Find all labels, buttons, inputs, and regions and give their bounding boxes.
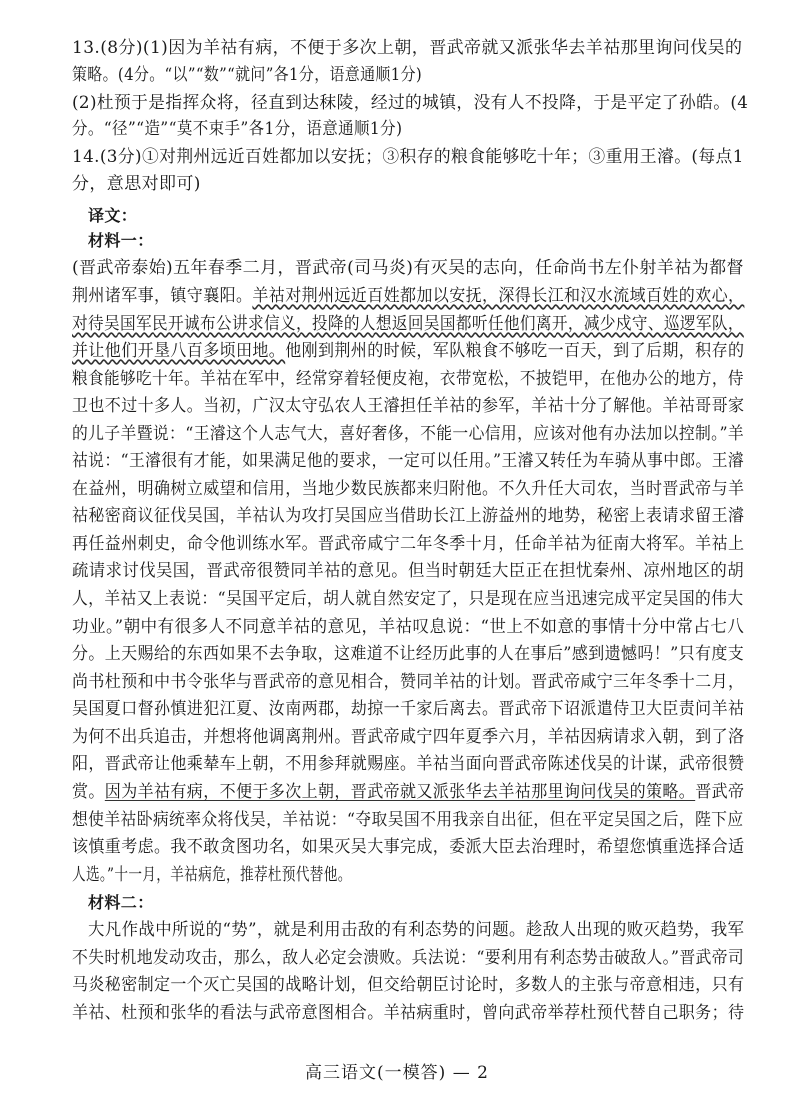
text-line bbox=[72, 256, 744, 280]
text-line bbox=[72, 780, 744, 804]
text-span: 为何不出兵追击，并想将他调离荆州。晋武帝咸宁四年夏季六月，羊祜因病请求入朝，到了洛 bbox=[72, 727, 745, 747]
page-footer: 高三语文(一模答) — 2 bbox=[305, 1063, 489, 1083]
text-span: 人选。”十一月，羊祜病危，推荐杜预代替他。 bbox=[72, 865, 352, 885]
text-span: 的儿子羊暨说：“王濬这个人志气大，喜好奢侈，不能一心信用，应该对他有办法加以控制。”羊 bbox=[72, 424, 745, 444]
text-span: 他刚到荆州的时候，军队粮食不够吃一百天，到了后期，积存的 bbox=[285, 341, 745, 361]
text-span: 大凡作战中所说的“势”，就是利用击敌的有利态势的问题。趁敌人出现的败灭趋势，我军 bbox=[88, 920, 745, 940]
text-span: 晋武帝 bbox=[695, 782, 745, 802]
text-span: 再任益州刺史，命令他训练水军。晋武帝咸宁二年冬季十月，任命羊祜为征南大将军。羊祜上 bbox=[72, 534, 745, 554]
text-line bbox=[72, 697, 744, 721]
text-line bbox=[72, 504, 744, 528]
text-span: 分，意思对即可) bbox=[72, 174, 201, 194]
text-span: (晋武帝泰始)五年春季二月，晋武帝(司马炎)有灭吴的志向，任命尚书左仆射羊祜为都督 bbox=[72, 258, 744, 278]
text-line bbox=[72, 1001, 744, 1025]
underlined-text: 因为羊祜有病，不便于多次上朝，晋武帝就又派张华去羊祜那里询问伐吴的策略。 bbox=[104, 782, 696, 802]
section-heading bbox=[88, 229, 154, 253]
text-span: 卫也不过十多人。当初，广汉太守弘农人王濬担任羊祜的参军，羊祜十分了解他。羊祜哥哥家 bbox=[72, 396, 745, 416]
text-line bbox=[72, 172, 201, 196]
text-span: 想使羊祜卧病统率众将伐吴，羊祜说：“夺取吴国不用我亲自出征，但在平定吴国之后，陛下应 bbox=[72, 810, 744, 830]
text-span: 祜秘密商议征伐吴国，羊祜认为攻打吴国应当借助长江上游益州的地势，秘密上表请求留王濬 bbox=[72, 506, 745, 526]
text-span: 尚书杜预和中书令张华与晋武帝的意见相合，赞同羊祜的计划。晋武帝咸宁三年冬季十二月， bbox=[72, 672, 745, 692]
wavy-underlined-text: 羊祜对荆州远近百姓都加以安抚，深得长江和汉水流域百姓的欢心， bbox=[252, 286, 745, 306]
text-line bbox=[72, 725, 744, 749]
text-span: 人，羊祜又上表说：“吴国平定后，胡人就自然安定了，只是现在应当迅速完成平定吴国的伟大 bbox=[72, 589, 744, 609]
text-line bbox=[72, 422, 744, 446]
text-line bbox=[72, 808, 744, 832]
text-line bbox=[72, 91, 748, 115]
text-span: 赏。 bbox=[72, 782, 105, 802]
text-line bbox=[72, 284, 744, 308]
text-line bbox=[72, 559, 744, 583]
text-line bbox=[72, 863, 352, 887]
text-span: 祜说：“王濬很有才能，如果满足他的要求，一定可以任用。”王濬又转任为车骑从事中郎。王濬 bbox=[72, 451, 745, 471]
text-line bbox=[72, 312, 744, 336]
text-line bbox=[88, 918, 744, 942]
text-line bbox=[72, 477, 744, 501]
text-span: 不失时机地发动攻击，那么，敌人必定会溃败。兵法说：“要利用有利态势击破敌人。”晋武帝司 bbox=[72, 948, 745, 968]
text-span: 策略。(4分。“以”“数”“就问”各1分，语意通顺1分) bbox=[72, 65, 423, 85]
text-line bbox=[72, 117, 402, 141]
text-span: 粮食能够吃十年。羊祜在军中，经常穿着轻便皮袍，衣带宽松，不披铠甲，在他办公的地方，侍 bbox=[72, 369, 744, 389]
text-span: 马炎秘密制定一个灭亡吴国的战略计划，但交给朝臣讨论时，多数人的主张与帝意相违，只有 bbox=[72, 975, 745, 995]
text-line bbox=[72, 63, 422, 87]
text-span: 功业。”朝中有很多人不同意羊祜的意见，羊祜叹息说：“世上不如意的事情十分中常占七八 bbox=[72, 617, 745, 637]
text-span: 羊祜、杜预和张华的看法与武帝意图相合。羊祜病重时，曾向武帝举荐杜预代替自己职务；待 bbox=[72, 1003, 745, 1023]
text-span: 荆州诸军事，镇守襄阳。 bbox=[72, 286, 253, 306]
text-line bbox=[72, 973, 744, 997]
text-span: 译文： bbox=[88, 206, 138, 225]
section-heading bbox=[88, 891, 154, 915]
text-span: 该慎重考虑。我不敢贪图功名，如果灭吴大事完成，委派大臣去治理时，希望您慎重选择合适 bbox=[72, 837, 745, 857]
text-line bbox=[72, 587, 744, 611]
text-span: 分。上天赐给的东西如果不去争取，这难道不让经历此事的人在事后”感到遗憾吗！”只有度支 bbox=[72, 644, 745, 664]
text-line bbox=[72, 36, 742, 60]
text-line bbox=[72, 367, 744, 391]
text-line bbox=[72, 752, 744, 776]
text-span: 14.(3分)①对荆州远近百姓都加以安抚；③积存的粮食能够吃十年；③重用王濬。(每点1 bbox=[72, 147, 744, 167]
text-line bbox=[72, 339, 744, 363]
text-span: 分。“径”“造”“莫不束手”各1分，语意通顺1分) bbox=[72, 119, 403, 139]
text-span: 吴国夏口督孙慎进犯江夏、汝南两郡，劫掠一千家后离去。晋武帝下诏派遣侍卫大臣责问羊祜 bbox=[72, 699, 745, 719]
text-line bbox=[72, 615, 744, 639]
text-span: 材料一： bbox=[88, 231, 154, 250]
text-line bbox=[72, 532, 744, 556]
text-line bbox=[72, 394, 744, 418]
text-line bbox=[72, 145, 744, 169]
text-line bbox=[72, 946, 744, 970]
text-span: 13.(8分)(1)因为羊祜有病，不便于多次上朝，晋武帝就又派张华去羊祜那里询问伐吴的 bbox=[72, 38, 743, 58]
text-span: 在益州，明确树立威望和信用，当地少数民族都来归附他。不久升任大司农，当时晋武帝与羊 bbox=[72, 479, 745, 499]
section-heading bbox=[88, 204, 137, 228]
text-span: 材料二： bbox=[88, 893, 154, 912]
text-line bbox=[72, 835, 744, 859]
wavy-underlined-text: 对待吴国军民开诚布公讲求信义，投降的人想返回吴国都听任他们离开，减少戍守、巡逻军队， bbox=[72, 314, 744, 334]
wavy-underlined-text: 并让他们开垦八百多顷田地。 bbox=[72, 341, 286, 361]
text-span: 疏请求讨伐吴国，晋武帝很赞同羊祜的意见。但当时朝廷大臣正在担忧秦州、凉州地区的胡 bbox=[72, 561, 744, 581]
text-line bbox=[72, 642, 744, 666]
text-line bbox=[72, 449, 744, 473]
text-line bbox=[72, 670, 744, 694]
text-span: (2)杜预于是指挥众将，径直到达秣陵，经过的城镇，没有人不投降，于是平定了孙皓。(4 bbox=[72, 93, 749, 113]
text-span: 阳，晋武帝让他乘辇车上朝，不用参拜就赐座。羊祜当面向晋武帝陈述伐吴的计谋，武帝很赞 bbox=[72, 754, 745, 774]
